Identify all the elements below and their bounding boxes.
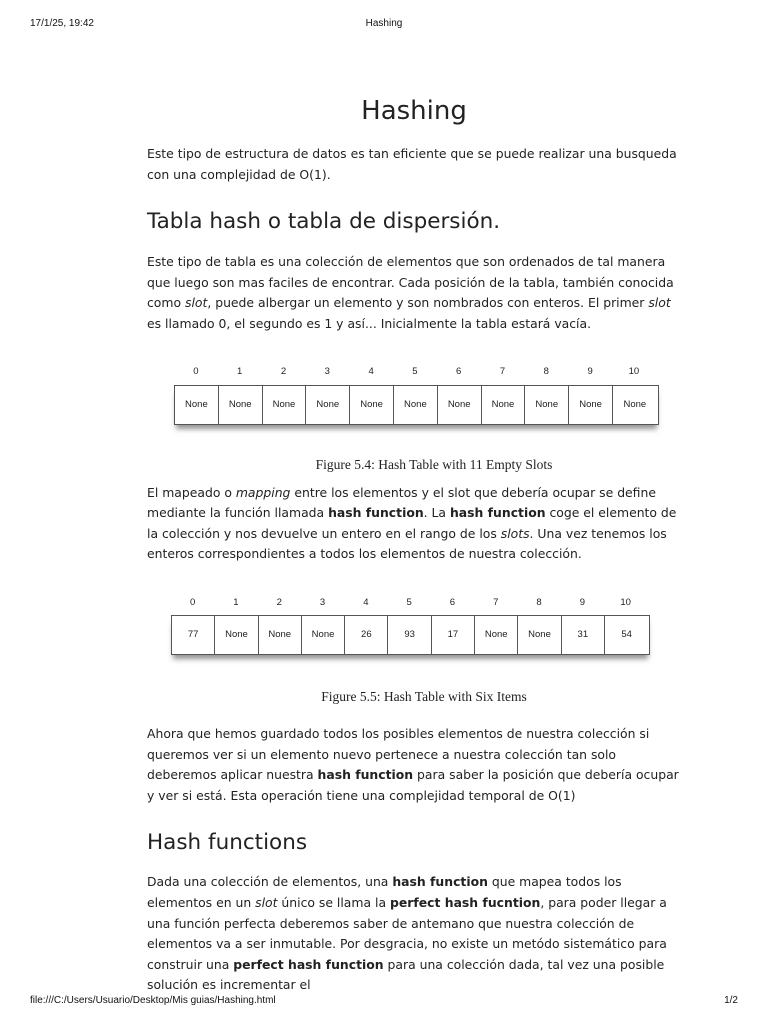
text-run: que mapea todos los elementos en un bbox=[147, 874, 622, 910]
document-content bbox=[147, 92, 681, 996]
text-run: para saber la posición que debería ocupar y ver si está. Esta operación tiene una complejidad temporal de O(1) bbox=[147, 767, 679, 803]
intro-paragraph bbox=[147, 144, 681, 185]
text-run: Ahora que hemos guardado todos los posibles elementos de nuestra colección si queremos ver si un elemento nuevo pertenece a nuestra colección tan solo deberemos aplicar nuestra bbox=[147, 725, 650, 783]
text-run: Dada una colección de elementos, una bbox=[147, 874, 393, 890]
intro-text: Este tipo de estructura de datos es tan eficiente que se puede realizar una busqueda con una complejidad de O(1). bbox=[147, 146, 677, 182]
slot-cell: None bbox=[263, 386, 307, 424]
hash-functions-paragraph bbox=[147, 872, 681, 996]
slot-cell: 77 bbox=[172, 616, 215, 654]
slot-cell: None bbox=[518, 616, 561, 654]
text-run: , puede albergar un elemento y son nombrados con enteros. El primer bbox=[207, 295, 649, 311]
emphasis-slot: slot bbox=[184, 295, 208, 311]
bold-hash-function: hash function bbox=[317, 767, 414, 783]
print-file-path: file:///C:/Users/Usuario/Desktop/Mis guias/Hashing.html bbox=[30, 995, 276, 1006]
text-run: entre los elementos y el slot que debería ocupar se define mediante la función llamada bbox=[147, 484, 656, 521]
slot-cell: None bbox=[259, 616, 302, 654]
mapping-paragraph bbox=[147, 483, 681, 565]
slot-row bbox=[174, 385, 659, 425]
slot-index-label: 0 bbox=[193, 365, 199, 377]
text-run: El mapeado o bbox=[147, 484, 236, 500]
slot-cell: None bbox=[350, 386, 394, 424]
slot-cell: None bbox=[525, 386, 569, 424]
index-row bbox=[171, 597, 649, 611]
slot-index-label: 2 bbox=[276, 596, 282, 608]
emphasis-mapping: mapping bbox=[235, 484, 291, 500]
slot-index-label: 7 bbox=[499, 365, 506, 377]
emphasis-slot: slot bbox=[255, 894, 278, 910]
slot-index-label: 6 bbox=[449, 596, 456, 608]
lookup-paragraph bbox=[147, 724, 681, 806]
slot-cell: 17 bbox=[432, 616, 475, 654]
slot-index-label: 10 bbox=[628, 365, 640, 377]
slot-cell: None bbox=[475, 616, 518, 654]
page-title: Hashing bbox=[361, 96, 467, 126]
print-header bbox=[30, 18, 738, 32]
slot-cell: None bbox=[219, 386, 263, 424]
index-row bbox=[174, 366, 658, 380]
slot-index-label: 6 bbox=[456, 365, 462, 377]
bold-hash-function: hash function bbox=[328, 505, 424, 521]
slot-index-label: 3 bbox=[319, 596, 326, 608]
bold-perfect-hash-function: perfect hash function bbox=[233, 956, 384, 972]
slot-index-label: 2 bbox=[280, 365, 287, 377]
section-heading-hash-functions: Hash functions bbox=[147, 830, 308, 856]
slot-cell: None bbox=[482, 386, 526, 424]
slot-index-label: 1 bbox=[237, 365, 243, 377]
slot-cell: None bbox=[306, 386, 350, 424]
text-run: . La bbox=[423, 505, 450, 521]
slot-cell: 54 bbox=[621, 628, 632, 640]
text-run: Este tipo de tabla es una colección de elementos que son ordenados de tal manera que luego son mas faciles de encontrar. Cada posición de la tabla, también conocida como bbox=[147, 254, 674, 311]
slot-cell: None bbox=[623, 398, 647, 410]
text-run: coge el elemento de la colección y nos devuelve un entero en el rango de los bbox=[147, 505, 677, 541]
slot-index-label: 7 bbox=[493, 596, 499, 608]
slot-cell: None bbox=[302, 616, 345, 654]
text-run: para una colección dada, tal vez una posible solución es incrementar el bbox=[147, 956, 665, 993]
bold-perfect-hash-function: perfect hash fucntion bbox=[389, 894, 541, 910]
slot-cell: 31 bbox=[562, 616, 605, 654]
slot-index-label: 5 bbox=[412, 365, 418, 377]
slot-cell: None bbox=[394, 386, 438, 424]
print-title: Hashing bbox=[365, 18, 403, 29]
slot-index-label: 8 bbox=[543, 365, 549, 377]
figure-caption: Figure 5.5: Hash Table with Six Items bbox=[321, 688, 527, 704]
text-run: es llamado 0, el segundo es 1 y así... Inicialmente la tabla estará vacía. bbox=[147, 315, 592, 331]
section-heading-hash-table: Tabla hash o tabla de dispersión. bbox=[147, 209, 501, 235]
figure-caption: Figure 5.4: Hash Table with 11 Empty Slots bbox=[315, 456, 553, 472]
hash-table-paragraph bbox=[147, 252, 681, 334]
slot-index-label: 1 bbox=[233, 596, 239, 608]
slot-index-label: 10 bbox=[620, 596, 631, 608]
print-footer bbox=[30, 995, 738, 1009]
slot-index-label: 3 bbox=[324, 365, 330, 377]
emphasis-slots: slots bbox=[500, 525, 530, 541]
text-run: único se llama la bbox=[277, 894, 390, 910]
slot-cell: None bbox=[438, 386, 482, 424]
slot-index-label: 4 bbox=[363, 596, 369, 608]
figure-empty-hash-table bbox=[147, 335, 681, 483]
slot-index-label: 0 bbox=[190, 596, 196, 608]
slot-cell: None bbox=[569, 386, 613, 424]
slot-cell: 93 bbox=[388, 616, 431, 654]
print-page-number: 1/2 bbox=[724, 995, 738, 1006]
slot-cell: 26 bbox=[345, 616, 388, 654]
bold-hash-function: hash function bbox=[392, 874, 488, 890]
slot-index-label: 8 bbox=[536, 596, 542, 608]
figure-six-items-hash-table bbox=[147, 565, 681, 717]
slot-row bbox=[171, 615, 650, 655]
print-datetime: 17/1/25, 19:42 bbox=[30, 18, 94, 29]
text-run: . Una vez tenemos los enteros correspondientes a todos los elementos de nuestra colección. bbox=[147, 525, 667, 562]
slot-cell: None bbox=[175, 386, 219, 424]
slot-index-label: 4 bbox=[368, 365, 374, 377]
text-run: , para poder llegar a una función perfecta deberemos saber de antemano que nuestra colección de elementos va a ser inmutable. Por desgracia, no existe un metódo sistemático para construir una bbox=[147, 894, 667, 972]
emphasis-slot: slot bbox=[648, 295, 671, 311]
slot-index-label: 5 bbox=[406, 596, 412, 608]
slot-index-label: 9 bbox=[587, 365, 593, 377]
slot-index-label: 9 bbox=[579, 596, 585, 608]
bold-hash-function: hash function bbox=[449, 505, 546, 521]
slot-cell: None bbox=[215, 616, 258, 654]
